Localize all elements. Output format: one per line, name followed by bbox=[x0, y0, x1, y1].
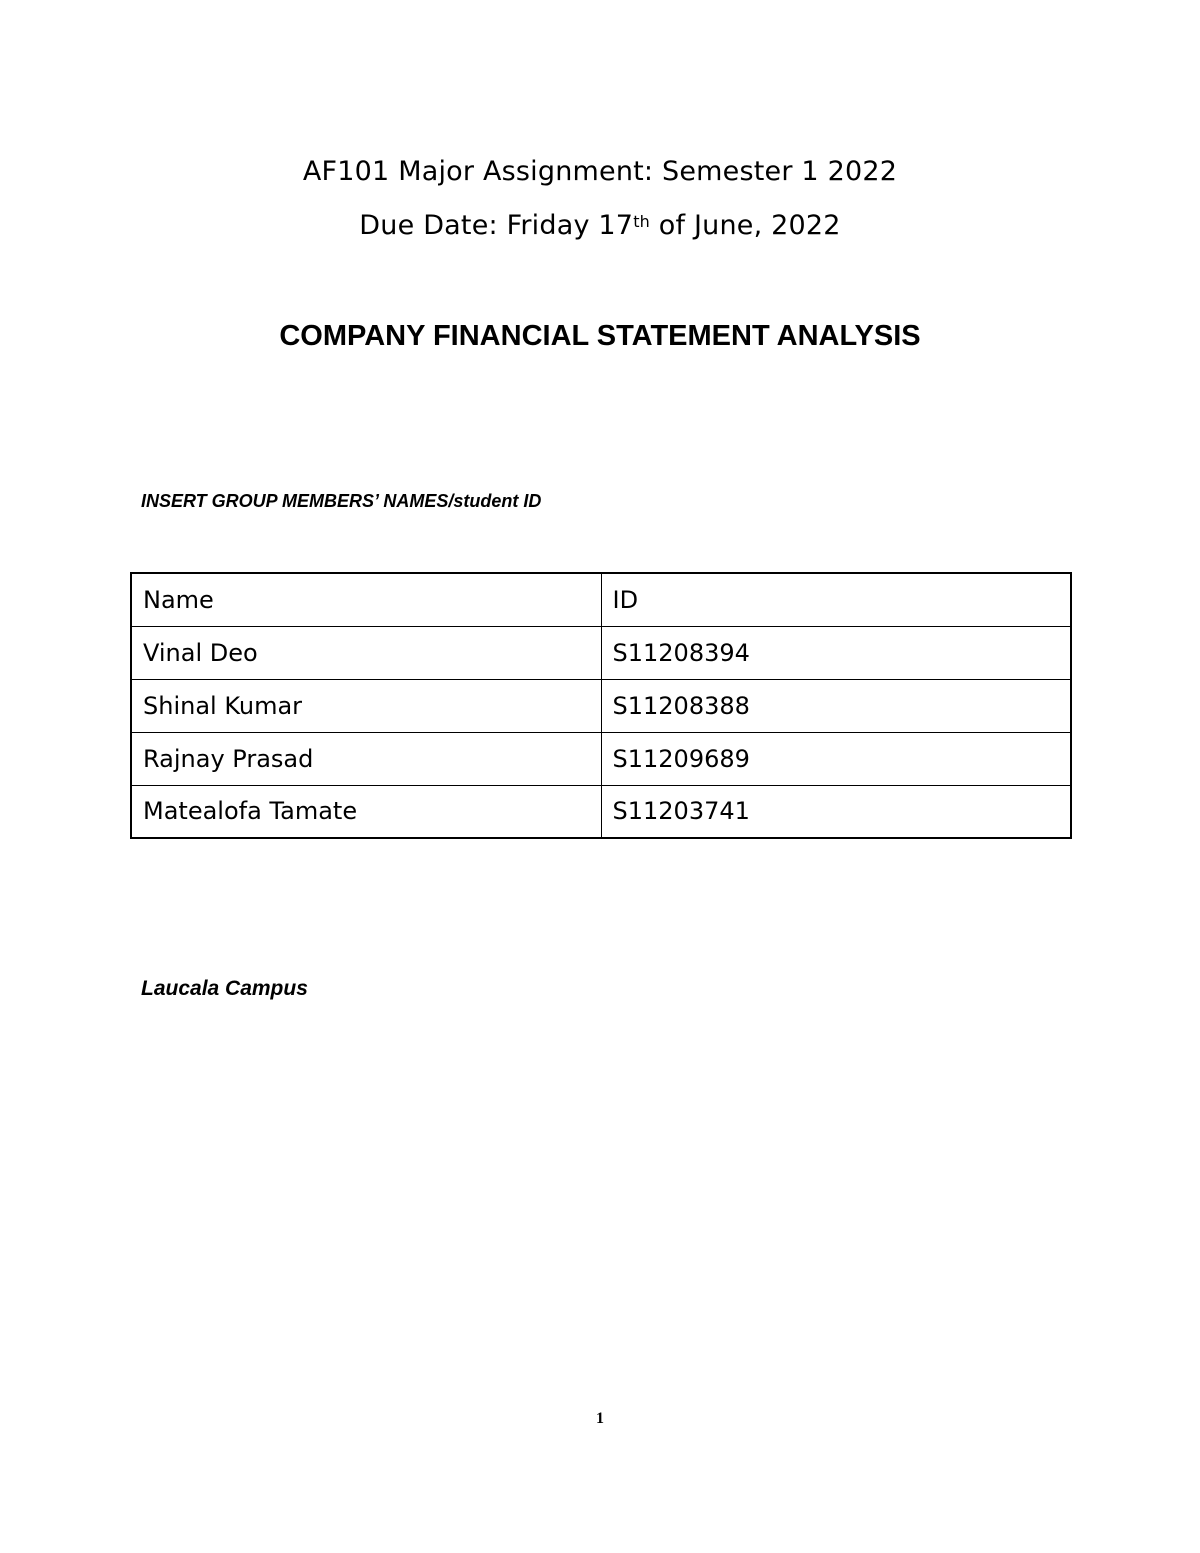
member-id-cell: S11208394 bbox=[601, 626, 1071, 679]
table-header-row bbox=[131, 573, 1071, 626]
member-id-cell: S11203741 bbox=[601, 785, 1071, 838]
due-date-prefix: Due Date: Friday 17 bbox=[359, 210, 634, 241]
column-header-name: Name bbox=[131, 573, 601, 626]
member-name-cell: Shinal Kumar bbox=[131, 679, 601, 732]
member-name-cell: Matealofa Tamate bbox=[131, 785, 601, 838]
group-members-table bbox=[130, 572, 1072, 839]
group-members-instruction: INSERT GROUP MEMBERS’ NAMES/student ID bbox=[141, 491, 542, 511]
member-name-cell: Rajnay Prasad bbox=[131, 732, 601, 785]
member-name-cell: Vinal Deo bbox=[131, 626, 601, 679]
table-row bbox=[131, 626, 1071, 679]
member-id-cell: S11208388 bbox=[601, 679, 1071, 732]
campus-label: Laucala Campus bbox=[141, 977, 308, 1000]
page-number: 1 bbox=[596, 1410, 604, 1427]
table-row bbox=[131, 679, 1071, 732]
column-header-id: ID bbox=[601, 573, 1071, 626]
document-heading: COMPANY FINANCIAL STATEMENT ANALYSIS bbox=[279, 320, 921, 352]
due-date bbox=[0, 209, 1200, 243]
member-id-cell: S11209689 bbox=[601, 732, 1071, 785]
assignment-title: AF101 Major Assignment: Semester 1 2022 bbox=[302, 156, 898, 187]
table-row bbox=[131, 785, 1071, 838]
table-row bbox=[131, 732, 1071, 785]
due-date-suffix: of June, 2022 bbox=[650, 210, 841, 241]
due-date-ordinal: th bbox=[633, 212, 651, 231]
